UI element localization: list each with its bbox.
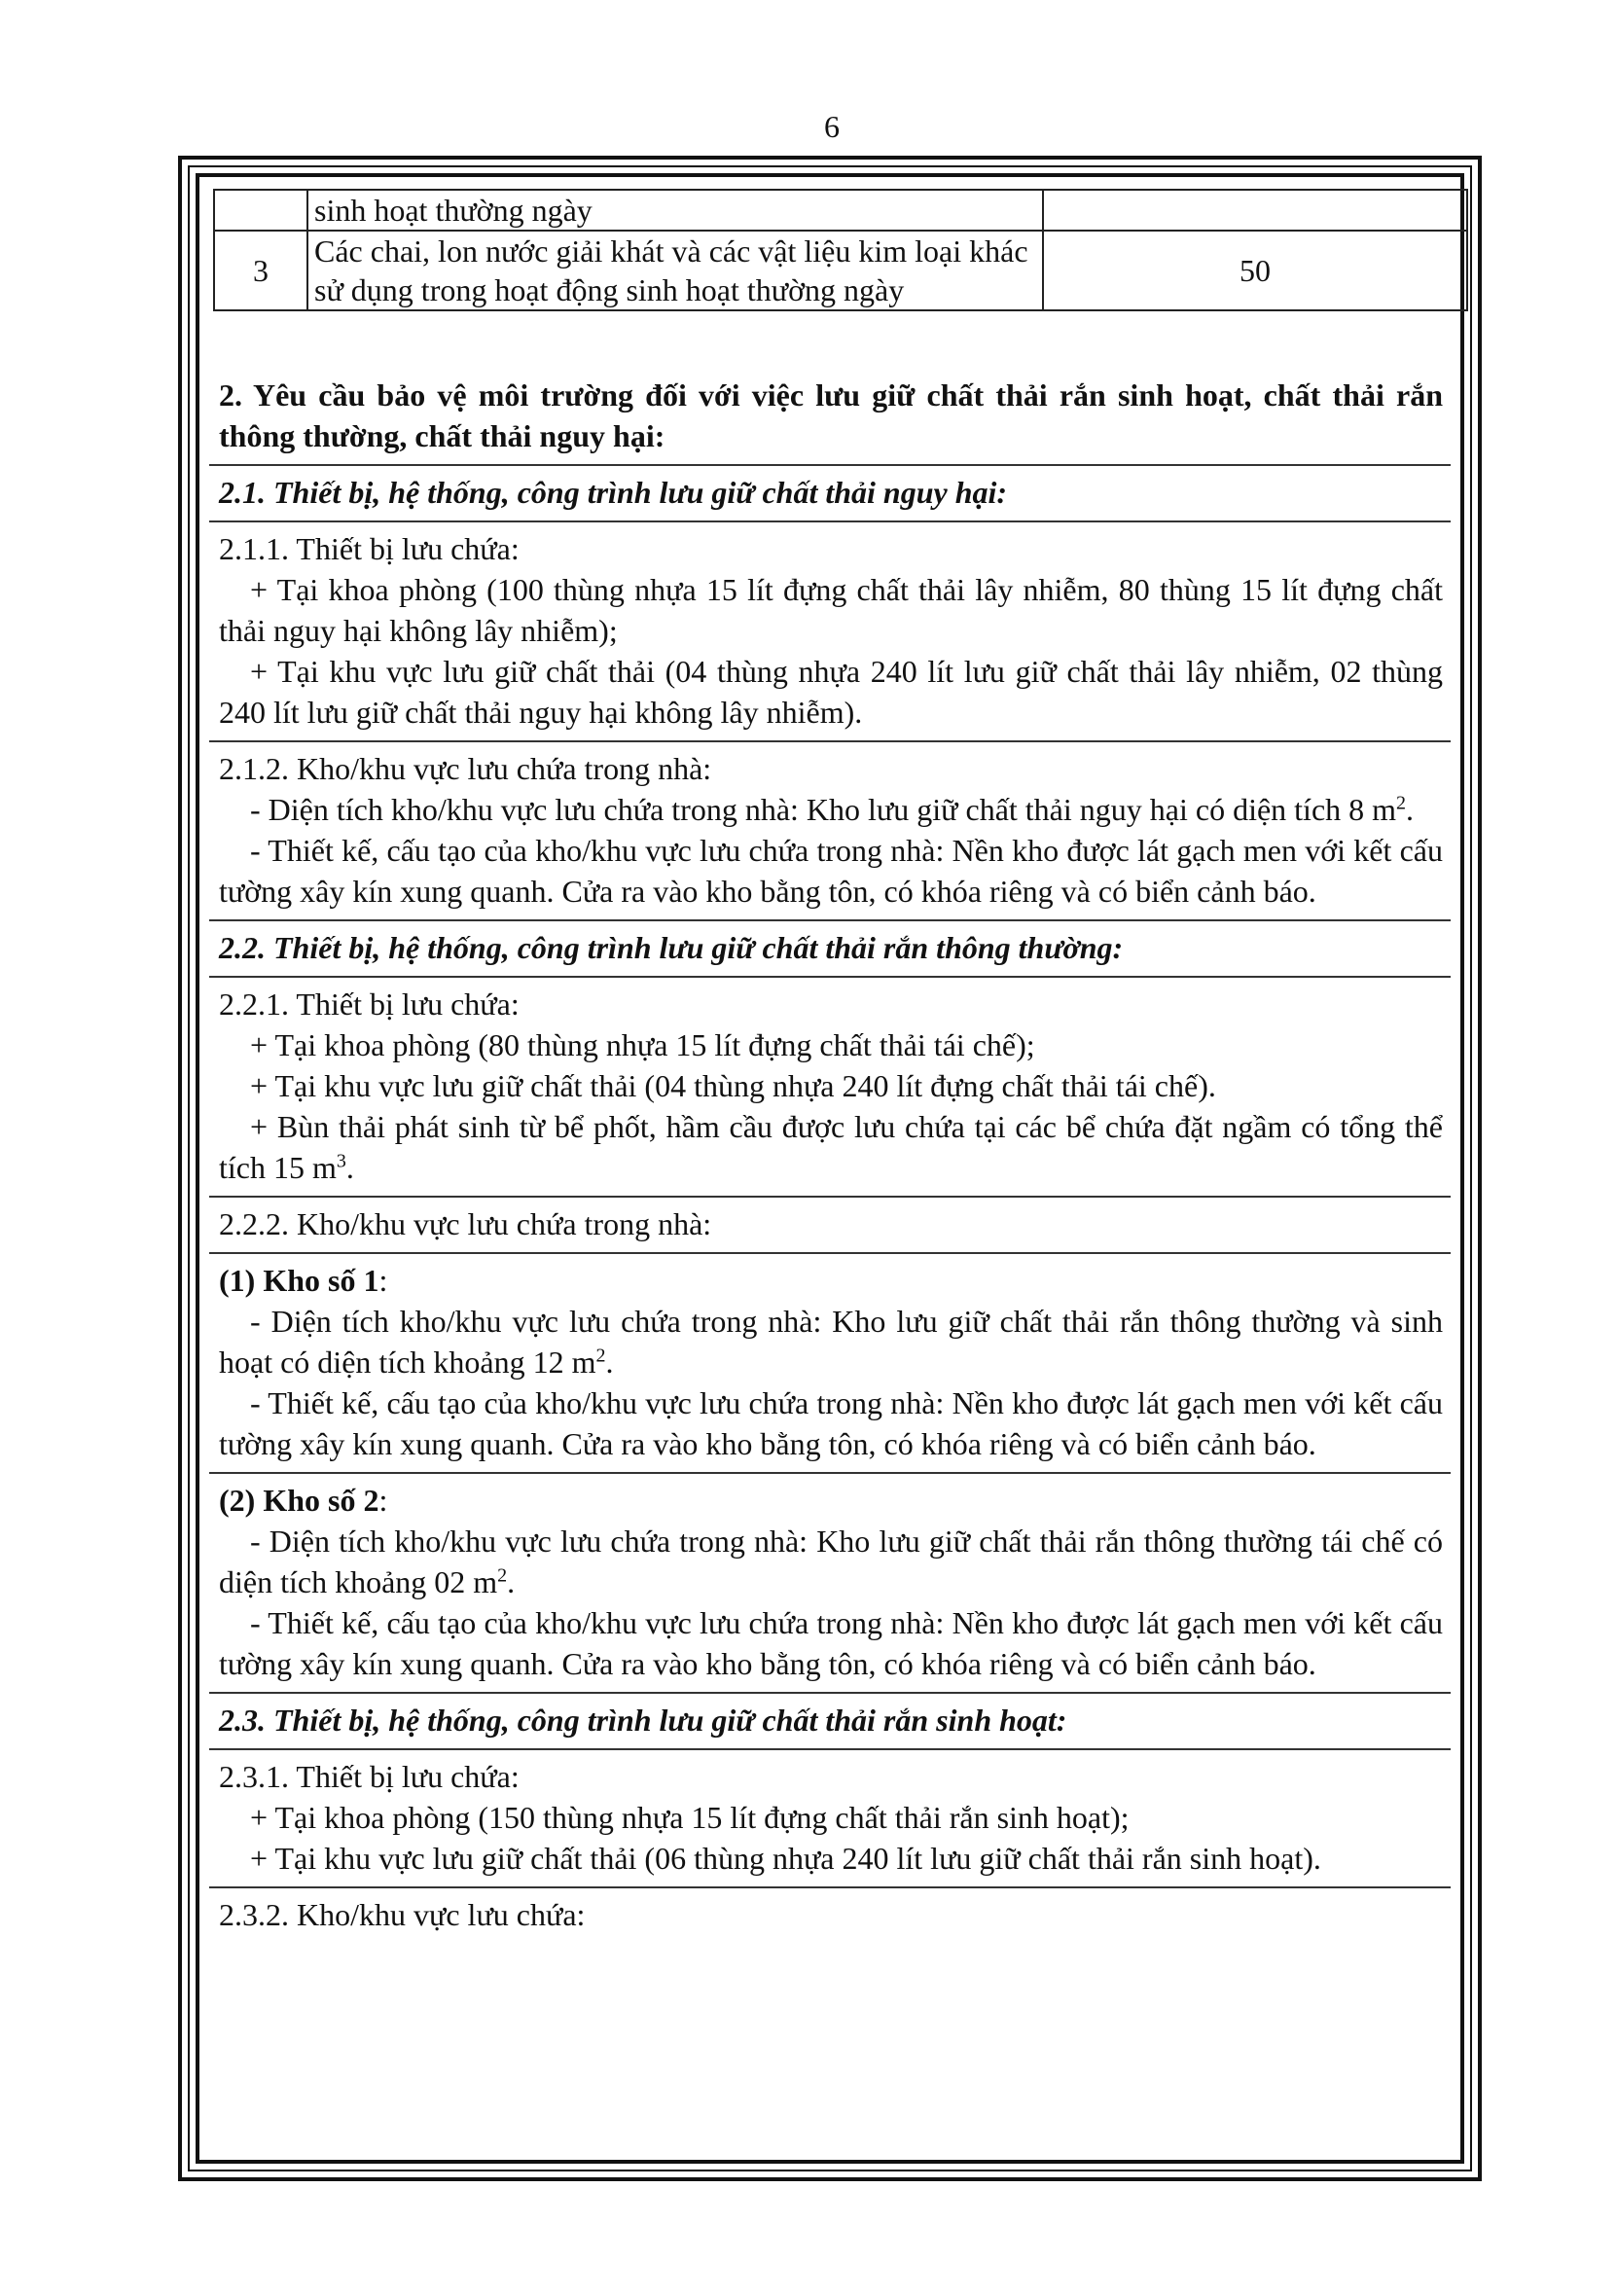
section-2-3-2 <box>209 1886 1451 1943</box>
paragraph: - Diện tích kho/khu vực lưu chứa trong nhà: Kho lưu giữ chất thải nguy hại có diện tích 8 $m^2$. <box>250 792 1415 827</box>
kho-1-block <box>209 1252 1451 1472</box>
page-number: 6 <box>824 109 840 144</box>
table-row <box>214 190 1467 231</box>
kho-2-block <box>209 1472 1451 1692</box>
paragraph: + Tại khu vực lưu giữ chất thải (04 thùng nhựa 240 lít đựng chất thải tái chế). <box>250 1068 1216 1103</box>
section-2-1-heading-block <box>209 464 1451 520</box>
paragraph-text: - Diện tích kho/khu vực lưu chứa trong nhà: Kho lưu giữ chất thải nguy hại có diện tích 8 m <box>250 792 1397 827</box>
section-2-1-1 <box>209 520 1451 740</box>
paragraph: - Thiết kế, cấu tạo của kho/khu vực lưu chứa trong nhà: Nền kho được lát gạch men với kết cấu tường xây kín xung quanh. Cửa ra vào kho bằng tôn, có khóa riêng và có biển cảnh báo. <box>219 833 1443 909</box>
kho-1-label: (1) Kho số 1 <box>219 1263 379 1298</box>
paragraph: - Diện tích kho/khu vực lưu chứa trong nhà: Kho lưu giữ chất thải rắn thông thường tái chế có diện tích khoảng 02 $m^2$. <box>219 1524 1443 1599</box>
table-row <box>214 231 1467 310</box>
paragraph: + Bùn thải phát sinh từ bể phốt, hầm cầu được lưu chứa tại các bể chứa đặt ngầm có tổng thể tích 15 $m^3$. <box>219 1109 1443 1185</box>
table-cell-num <box>214 190 307 231</box>
table-cell-desc: sinh hoạt thường ngày <box>307 190 1043 231</box>
section-2-1-2 <box>209 740 1451 919</box>
section-2-2-1 <box>209 976 1451 1196</box>
section-2-heading: 2. Yêu cầu bảo vệ môi trường đối với việc lưu giữ chất thải rắn sinh hoạt, chất thải rắn thông thường, chất thải nguy hại: <box>219 377 1443 453</box>
subsection-title: 2.1.2. Kho/khu vực lưu chứa trong nhà: <box>219 751 712 786</box>
section-2-3-heading-block <box>209 1692 1451 1748</box>
paragraph: + Tại khu vực lưu giữ chất thải (06 thùng nhựa 240 lít lưu giữ chất thải rắn sinh hoạt). <box>250 1841 1321 1876</box>
paragraph: - Diện tích kho/khu vực lưu chứa trong nhà: Kho lưu giữ chất thải rắn thông thường và sinh hoạt có diện tích khoảng 12 $m^2$. <box>219 1304 1443 1380</box>
kho-2-title: (2) Kho số 2: <box>219 1483 388 1518</box>
subsection-title: 2.3.1. Thiết bị lưu chứa: <box>219 1759 520 1794</box>
table-cell-value: 50 <box>1043 231 1467 310</box>
paragraph: + Tại khu vực lưu giữ chất thải (04 thùng nhựa 240 lít lưu giữ chất thải lây nhiễm, 02 thùng 240 lít lưu giữ chất thải nguy hại không lây nhiễm). <box>219 654 1443 730</box>
section-2-3-heading: 2.3. Thiết bị, hệ thống, công trình lưu giữ chất thải rắn sinh hoạt: <box>219 1703 1067 1738</box>
section-2-2-heading-block <box>209 919 1451 976</box>
subsection-title: 2.2.2. Kho/khu vực lưu chứa trong nhà: <box>219 1206 712 1241</box>
superscript: 2 <box>1396 792 1407 814</box>
superscript: 2 <box>497 1564 508 1587</box>
table-cell-num: 3 <box>214 231 307 310</box>
superscript: 3 <box>336 1150 346 1172</box>
table-cell-value <box>1043 190 1467 231</box>
paragraph: + Tại khoa phòng (150 thùng nhựa 15 lít đựng chất thải rắn sinh hoạt); <box>250 1800 1130 1835</box>
document-content <box>199 177 1460 2160</box>
subsection-title: 2.1.1. Thiết bị lưu chứa: <box>219 531 520 566</box>
section-2-2-2 <box>209 1196 1451 1252</box>
kho-2-label: (2) Kho số 2 <box>219 1483 379 1518</box>
paragraph-text: - Diện tích kho/khu vực lưu chứa trong nhà: Kho lưu giữ chất thải rắn thông thường tái chế có diện tích khoảng 02 m <box>219 1524 1443 1599</box>
kho-1-title: (1) Kho số 1: <box>219 1263 388 1298</box>
subsection-title: 2.2.1. Thiết bị lưu chứa: <box>219 987 520 1022</box>
section-2-3-1 <box>209 1748 1451 1886</box>
section-2-heading-block <box>209 369 1451 464</box>
waste-table <box>213 189 1468 311</box>
superscript: 2 <box>595 1345 606 1367</box>
paragraph-text: - Diện tích kho/khu vực lưu chứa trong nhà: Kho lưu giữ chất thải rắn thông thường và sinh hoạt có diện tích khoảng 12 m <box>219 1304 1443 1380</box>
paragraph-text: + Bùn thải phát sinh từ bể phốt, hầm cầu được lưu chứa tại các bể chứa đặt ngầm có tổng thể tích 15 m <box>219 1109 1443 1185</box>
section-2-1-heading: 2.1. Thiết bị, hệ thống, công trình lưu giữ chất thải nguy hại: <box>219 475 1008 510</box>
paragraph: + Tại khoa phòng (100 thùng nhựa 15 lít đựng chất thải lây nhiễm, 80 thùng 15 lít đựng chất thải nguy hại không lây nhiễm); <box>219 572 1443 648</box>
section-2-2-heading: 2.2. Thiết bị, hệ thống, công trình lưu giữ chất thải rắn thông thường: <box>219 930 1124 965</box>
table-cell-desc: Các chai, lon nước giải khát và các vật liệu kim loại khác sử dụng trong hoạt động sinh hoạt thường ngày <box>307 231 1043 310</box>
body-text <box>209 369 1451 1943</box>
paragraph: - Thiết kế, cấu tạo của kho/khu vực lưu chứa trong nhà: Nền kho được lát gạch men với kết cấu tường xây kín xung quanh. Cửa ra vào kho bằng tôn, có khóa riêng và có biển cảnh báo. <box>219 1385 1443 1461</box>
subsection-title: 2.3.2. Kho/khu vực lưu chứa: <box>219 1897 586 1932</box>
paragraph: + Tại khoa phòng (80 thùng nhựa 15 lít đựng chất thải tái chế); <box>250 1027 1035 1062</box>
paragraph: - Thiết kế, cấu tạo của kho/khu vực lưu chứa trong nhà: Nền kho được lát gạch men với kết cấu tường xây kín xung quanh. Cửa ra vào kho bằng tôn, có khóa riêng và có biển cảnh báo. <box>219 1605 1443 1681</box>
